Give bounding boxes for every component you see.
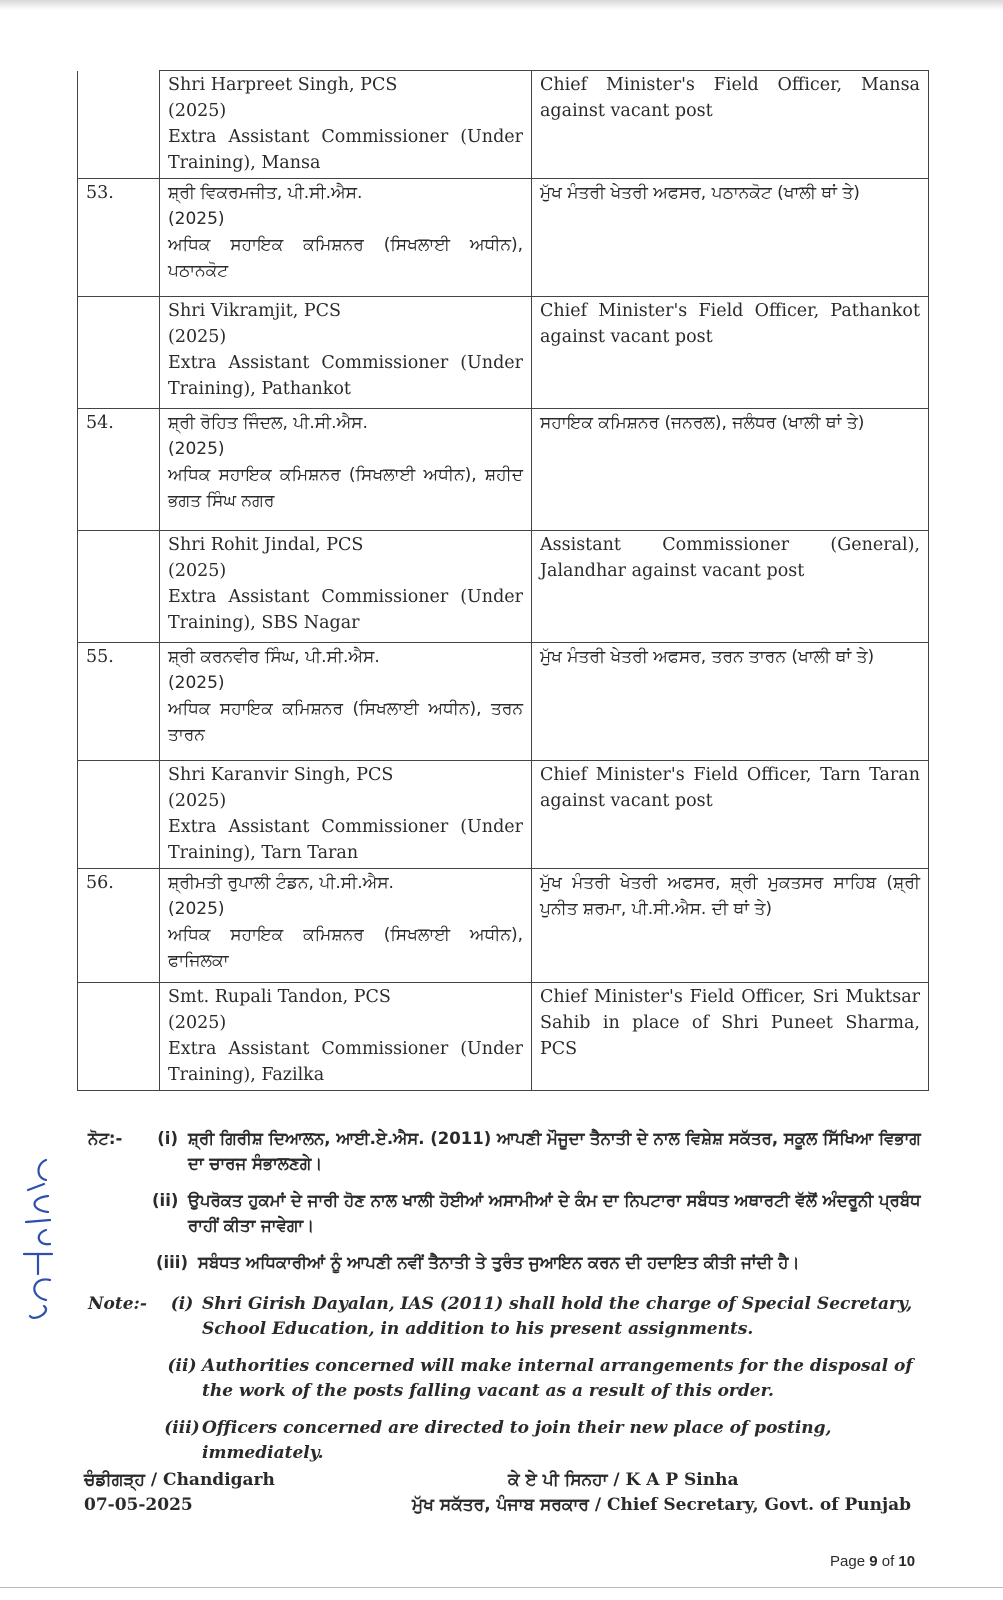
scan-top-edge	[0, 0, 1003, 10]
officer-cell-pa: ਸ਼੍ਰੀ ਵਿਕਰਮਜੀਤ, ਪੀ.ਸੀ.ਐਸ. (2025) ਅਧਿਕ ਸਹਾਇਕ ਕਮਿਸ਼ਨਰ (ਸਿਖਲਾਈ ਅਧੀਨ), ਪਠਾਨਕੋਟ	[160, 179, 532, 297]
serial-number: 54.	[78, 409, 160, 531]
officer-cell-pa: ਸ਼੍ਰੀਮਤੀ ਰੁਪਾਲੀ ਟੰਡਨ, ਪੀ.ਸੀ.ਐਸ. (2025) ਅਧਿਕ ਸਹਾਇਕ ਕਮਿਸ਼ਨਰ (ਸਿਖਲਾਈ ਅਧੀਨ), ਫਾਜਿਲਕਾ	[160, 869, 532, 983]
officer-cell-en: Shri Karanvir Singh, PCS (2025) Extra Assistant Commissioner (Under Training), Tarn Taran	[160, 761, 532, 869]
signatory: ਕੇ ਏ ਪੀ ਸਿਨਹਾ / K A P Sinha ਮੁੱਖ ਸਕੱਤਰ, ਪੰਜਾਬ ਸਰਕਾਰ / Chief Secretary, Govt. of Punjab	[412, 1470, 912, 1515]
punjabi-notes	[88, 1126, 928, 1287]
posting-cell-en: Chief Minister's Field Officer, Sri Muktsar Sahib in place of Shri Puneet Sharma, PCS	[532, 983, 929, 1091]
english-notes	[88, 1292, 928, 1478]
note-item: (iii) Officers concerned are directed to join their new place of posting, immediately.	[164, 1418, 832, 1463]
table-row	[78, 643, 929, 761]
order-date: 07-05-2025	[84, 1495, 193, 1515]
note-label: Note:-	[88, 1294, 147, 1314]
posting-cell-pa: ਮੁੱਖ ਮੰਤਰੀ ਖੇਤਰੀ ਅਫਸਰ, ਤਰਨ ਤਾਰਨ (ਖਾਲੀ ਥਾਂ ਤੇ)	[532, 643, 929, 761]
table-row	[78, 71, 929, 179]
signatory-title-pa: ਮੁੱਖ ਸਕੱਤਰ, ਪੰਜਾਬ ਸਰਕਾਰ	[412, 1495, 589, 1515]
officer-cell-en: Smt. Rupali Tandon, PCS (2025) Extra Assistant Commissioner (Under Training), Fazilka	[160, 983, 532, 1091]
signatory-name-en: K A P Sinha	[625, 1470, 739, 1490]
officer-cell-pa: ਸ਼੍ਰੀ ਰੋਹਿਤ ਜਿੰਦਲ, ਪੀ.ਸੀ.ਐਸ. (2025) ਅਧਿਕ ਸਹਾਇਕ ਕਮਿਸ਼ਨਰ (ਸਿਖਲਾਈ ਅਧੀਨ), ਸ਼ਹੀਦ ਭਗਤ ਸਿੰਘ ਨਗਰ	[160, 409, 532, 531]
table-row	[78, 179, 929, 297]
table-row	[78, 983, 929, 1091]
table-row	[78, 761, 929, 869]
table-row	[78, 869, 929, 983]
serial-number: 53.	[78, 179, 160, 297]
officer-cell-en: Shri Rohit Jindal, PCS (2025) Extra Assistant Commissioner (Under Training), SBS Nagar	[160, 531, 532, 643]
table-row	[78, 409, 929, 531]
posting-cell-pa: ਸਹਾਇਕ ਕਮਿਸ਼ਨਰ (ਜਨਰਲ), ਜਲੰਧਰ (ਖਾਲੀ ਥਾਂ ਤੇ)	[532, 409, 929, 531]
serial-number	[78, 71, 160, 179]
signatory-name-pa: ਕੇ ਏ ਪੀ ਸਿਨਹਾ	[508, 1470, 608, 1490]
note-item: (ii) Authorities concerned will make internal arrangements for the disposal of the work of the posts falling vacant as a result of this order.	[167, 1356, 913, 1401]
place-en: Chandigarh	[163, 1470, 275, 1490]
posting-orders-table	[77, 70, 929, 1091]
note-label: ਨੋਟ:-	[88, 1129, 123, 1148]
note-item: Note:- (i) Shri Girish Dayalan, IAS (2011) shall hold the charge of Special Secretary, School Education, in addition to his present assignments.	[88, 1292, 928, 1342]
officer-cell-en: Shri Harpreet Singh, PCS (2025) Extra Assistant Commissioner (Under Training), Mansa	[160, 71, 532, 179]
note-item: ਨੋਟ:- (i) ਸ਼੍ਰੀ ਗਿਰੀਸ਼ ਦਿਆਲਨ, ਆਈ.ਏ.ਐਸ. (2011) ਆਪਣੀ ਮੌਜੂਦਾ ਤੈਨਾਤੀ ਦੇ ਨਾਲ ਵਿਸ਼ੇਸ਼ ਸਕੱਤਰ, ਸਕੂਲ ਸਿੱਖਿਆ ਵਿਭਾਗ ਦਾ ਚਾਰਜ ਸੰਭਾਲਣਗੇ।	[88, 1126, 928, 1176]
signatory-title-en: Chief Secretary, Govt. of Punjab	[606, 1495, 912, 1515]
officer-cell-en: Shri Vikramjit, PCS (2025) Extra Assistant Commissioner (Under Training), Pathankot	[160, 297, 532, 409]
place-date: ਚੰਡੀਗੜ੍ਹ / Chandigarh 07-05-2025	[84, 1468, 275, 1518]
serial-number: 56.	[78, 869, 160, 983]
place-pa: ਚੰਡੀਗੜ੍ਹ	[84, 1470, 145, 1490]
posting-cell-en: Assistant Commissioner (General), Jalandhar against vacant post	[532, 531, 929, 643]
page-number: Page 9 of 10	[830, 1553, 916, 1570]
serial-number: 55.	[78, 643, 160, 761]
footer-divider	[0, 1587, 1003, 1588]
table-row	[78, 531, 929, 643]
officer-cell-pa: ਸ਼੍ਰੀ ਕਰਨਵੀਰ ਸਿੰਘ, ਪੀ.ਸੀ.ਐਸ. (2025) ਅਧਿਕ ਸਹਾਇਕ ਕਮਿਸ਼ਨਰ (ਸਿਖਲਾਈ ਅਧੀਨ), ਤਰਨ ਤਾਰਨ	[160, 643, 532, 761]
posting-cell-en: Chief Minister's Field Officer, Pathankot against vacant post	[532, 297, 929, 409]
handwritten-signature-stamp	[16, 1150, 62, 1330]
posting-cell-pa: ਮੁੱਖ ਮੰਤਰੀ ਖੇਤਰੀ ਅਫਸਰ, ਸ਼੍ਰੀ ਮੁਕਤਸਰ ਸਾਹਿਬ (ਸ਼੍ਰੀ ਪੁਨੀਤ ਸ਼ਰਮਾ, ਪੀ.ਸੀ.ਐਸ. ਦੀ ਥਾਂ ਤੇ)	[532, 869, 929, 983]
posting-cell-pa: ਮੁੱਖ ਮੰਤਰੀ ਖੇਤਰੀ ਅਫਸਰ, ਪਠਾਨਕੋਟ (ਖਾਲੀ ਥਾਂ ਤੇ)	[532, 179, 929, 297]
posting-cell-en: Chief Minister's Field Officer, Mansa against vacant post	[532, 71, 929, 179]
table-row	[78, 297, 929, 409]
note-item: (iii) ਸਬੰਧਤ ਅਧਿਕਾਰੀਆਂ ਨੂੰ ਆਪਣੀ ਨਵੀਂ ਤੈਨਾਤੀ ਤੇ ਤੁਰੰਤ ਜੁਆਇਨ ਕਰਨ ਦੀ ਹਦਾਇਤ ਕੀਤੀ ਜਾਂਦੀ ਹੈ।	[155, 1253, 800, 1272]
posting-cell-en: Chief Minister's Field Officer, Tarn Taran against vacant post	[532, 761, 929, 869]
note-item: (ii) ਉਪਰੋਕਤ ਹੁਕਮਾਂ ਦੇ ਜਾਰੀ ਹੋਣ ਨਾਲ ਖਾਲੀ ਹੋਈਆਂ ਅਸਾਮੀਆਂ ਦੇ ਕੰਮ ਦਾ ਨਿਪਟਾਰਾ ਸਬੰਧਤ ਅਥਾਰਟੀ ਵੱਲੋਂ ਅੰਦਰੂਨੀ ਪ੍ਰਬੰਧ ਰਾਹੀਂ ਕੀਤਾ ਜਾਵੇਗਾ।	[152, 1191, 921, 1235]
